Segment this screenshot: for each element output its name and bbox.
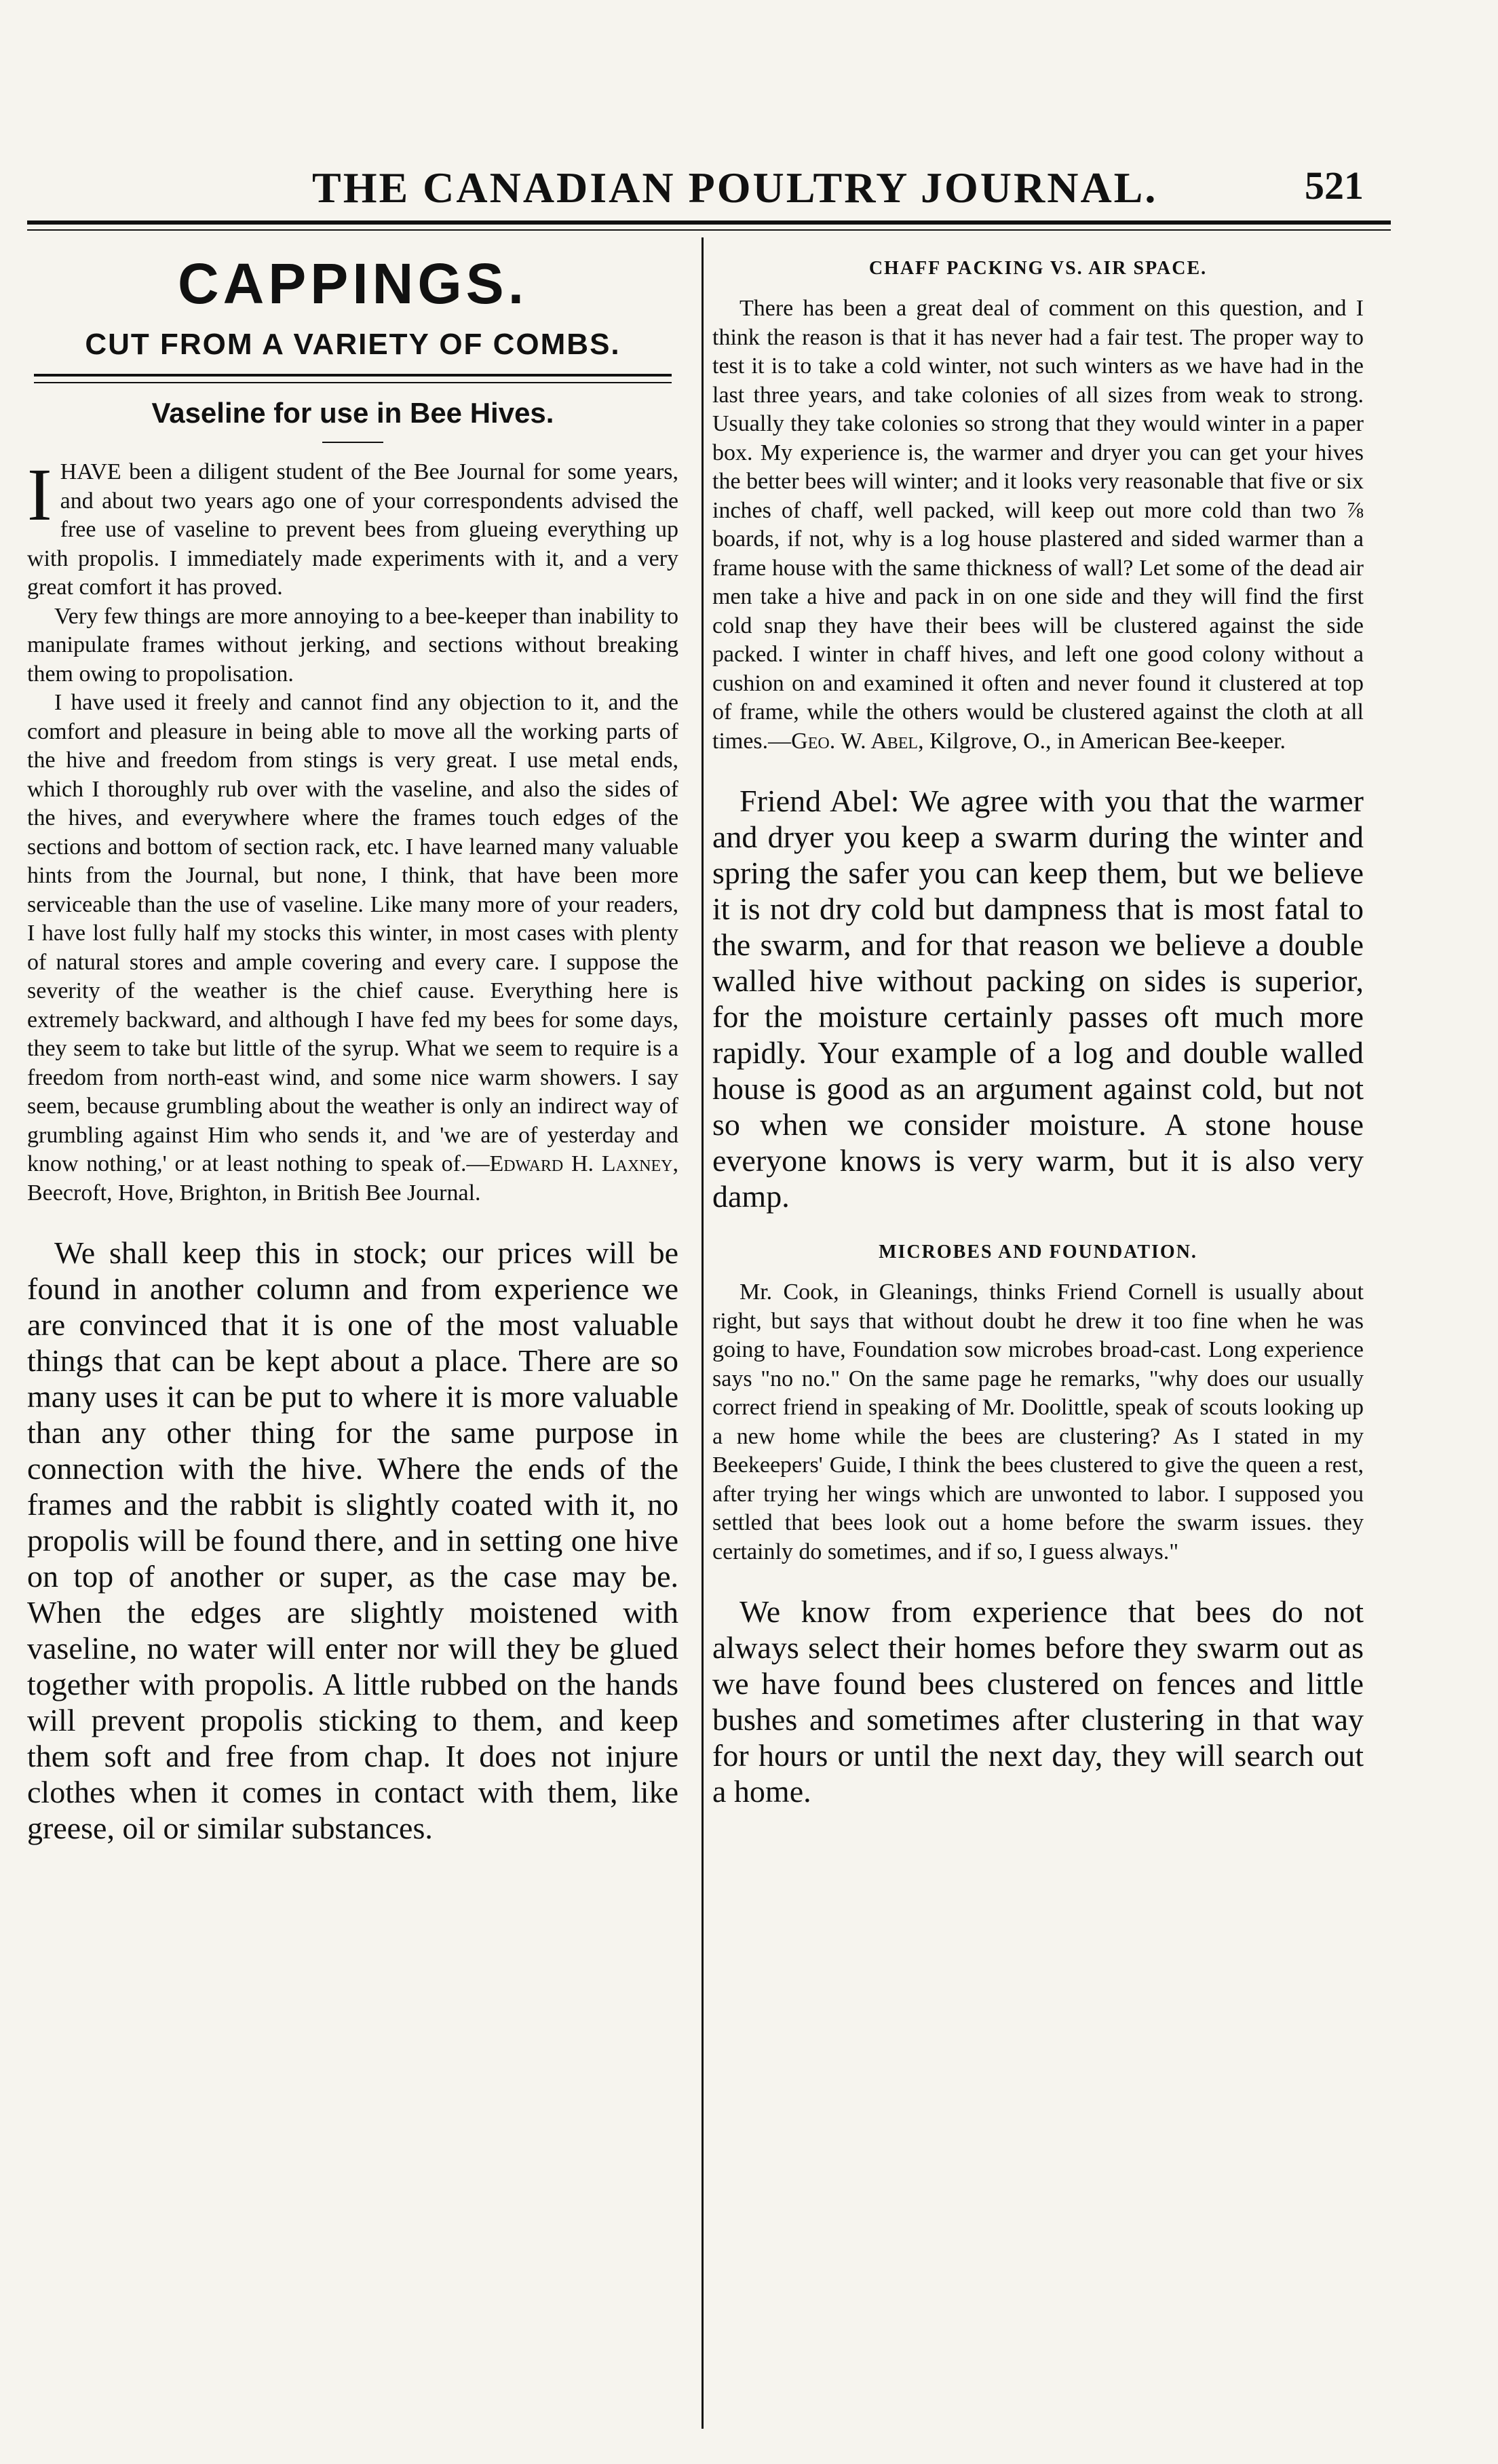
article-signature-tail: , Beecroft, Hove, Brighton, in British Bee Journal. (27, 1151, 678, 1206)
article-signature: Geo. W. Abel (791, 728, 919, 754)
article-signature-tail: , Kilgrove, O., in American Bee-keeper. (918, 728, 1286, 754)
article-paragraph (712, 294, 1364, 756)
article-paragraph: IHAVE been a diligent student of the Bee Journal for some years, and about two years ago one of your correspondents advised the free use of vaseline to prevent bees from glueing everything up with propolis. I immediately made experiments with it, and a very great comfort it has proved. (27, 453, 678, 600)
section-subtitle: CUT FROM A VARIETY OF COMBS. (85, 328, 621, 361)
short-rule (322, 442, 383, 443)
header-rule (27, 220, 1391, 225)
column-divider (702, 237, 704, 2429)
article-paragraph-text: There has been a great deal of comment on this question, and I think the reason is that it has never had a fair test. The proper way to test it is to take a cold winter, not such winters as we have had in the last three years, and take colonies of all sizes from weak to strong. Usually they take colonies so strong that they would winter in a paper box. My experience is, the warmer and dryer you can get your hives the better bees will winter; and it looks very reasonable that five or six inches of chaff, well packed, will keep out more cold than two ⅞ boards, if not, why is a log house plastered and sided warmer than a frame house with the same thickness of wall? Let some of the dead air men take a hive and pack in on one side and they will find the first cold snap they have their bees will be clustered against the side packed. I winter in chaff hives, and left one good colony without a cushion on and examined it often and never found it clustered at top of frame, while the others would be clustered against the cloth at all times.— (712, 296, 1364, 754)
section-rule (34, 374, 672, 383)
article-paragraph: Mr. Cook, in Gleanings, thinks Friend Cornell is usually about right, but says that without doubt he drew it too fine when he was going to have, Foundation sow microbes broad-cast. Long experience says "no no." On the same page he remarks, "why does our usually correct friend in speaking of Mr. Doolittle, speak of scouts looking up a new home while the bees are clustering? As I stated in my Beekeepers' Guide, I think the bees clustered to give the queen a rest, after trying her wings which are unwonted to labor. I supposed you settled that bees look out a home before the swarm issues. they certainly do sometimes, and if so, I guess always." (712, 1279, 1364, 1564)
article-paragraph: Very few things are more annoying to a bee-keeper than inability to manipulate frames without jerking, and sections without breaking them owing to propolisation. (27, 603, 678, 687)
right-column (712, 244, 1364, 1809)
journal-title: THE CANADIAN POULTRY JOURNAL. (312, 163, 1158, 212)
article-title: MICROBES AND FOUNDATION. (879, 1241, 1197, 1263)
header-rule-thin (27, 229, 1391, 231)
page-header (27, 149, 1391, 210)
article-title: Vaseline for use in Bee Hives. (151, 397, 554, 429)
article-paragraph-text: I have used it freely and cannot find any objection to it, and the comfort and pleasure in being able to move all the working parts of the hive and freedom from stings is very great. I use metal ends, which I thoroughly rub over with the vaseline, and also the sides of the hives, and everywhere where the frames touch edges of the sections and bottom of section rack, etc. I have learned many valuable hints from the Journal, but none, I think, that have been more serviceable than the use of vaseline. Like many more of your readers, I have lost fully half my stocks this winter, in most cases with plenty of natural stores and ample covering and every care. I suppose the severity of the weather is the chief cause. Everything here is extremely backward, and although I have fed my bees for some days, they seem to take but little of the syrup. What we seem to require is a freedom from north-east wind, and some nice warm showers. I say seem, because grumbling about the weather is only an indirect way of grumbling against Him who sends it, and 'we are of yesterday and know nothing,' or at least nothing to speak of.— (27, 690, 678, 1176)
article-signature: Edward H. Laxney (489, 1151, 673, 1176)
section-title: CAPPINGS. (177, 252, 529, 315)
article-title: CHAFF PACKING VS. AIR SPACE. (868, 258, 1208, 279)
editorial-paragraph: We know from experience that bees do not always select their homes before they swarm out as we have found bees clustered on fences and little bushes and sometimes after clustering in that way for hours or until the next day, they will search out a home. (712, 1594, 1364, 1809)
editorial-paragraph: We shall keep this in stock; our prices will be found in another column and from experience we are convinced that it is one of the most valuable things that can be kept about a place. There are so many uses it can be put to where it is more valuable than any other thing for the same purpose in connection with the hive. Where the ends of the frames and the rabbit is slightly coated with it, no propolis will be found there, and in setting one hive on top of another or super, as the case may be. When the edges are slightly moistened with vaseline, no water will enter nor will they be glued together with propolis. A little rubbed on the hands will prevent propolis sticking to them, and keep them soft and free from chap. It does not injure clothes when it comes in contact with them, like greese, oil or similar substances. (27, 1235, 678, 1845)
article-paragraph (27, 689, 678, 1208)
editorial-paragraph: Friend Abel: We agree with you that the warmer and dryer you keep a swarm during the winter and spring the safer you can keep them, but we believe it is not dry cold but dampness that is most fatal to the swarm, and for that reason we believe a double walled hive without packing on sides is superior, for the moisture certainly passes oft much more rapidly. Your example of a log and double walled house is good as an argument against cold, but not so when we consider moisture. A stone house everyone knows is very warm, but it is also very damp. (712, 784, 1364, 1214)
page-number: 521 (1305, 163, 1364, 208)
left-column (27, 244, 678, 1846)
